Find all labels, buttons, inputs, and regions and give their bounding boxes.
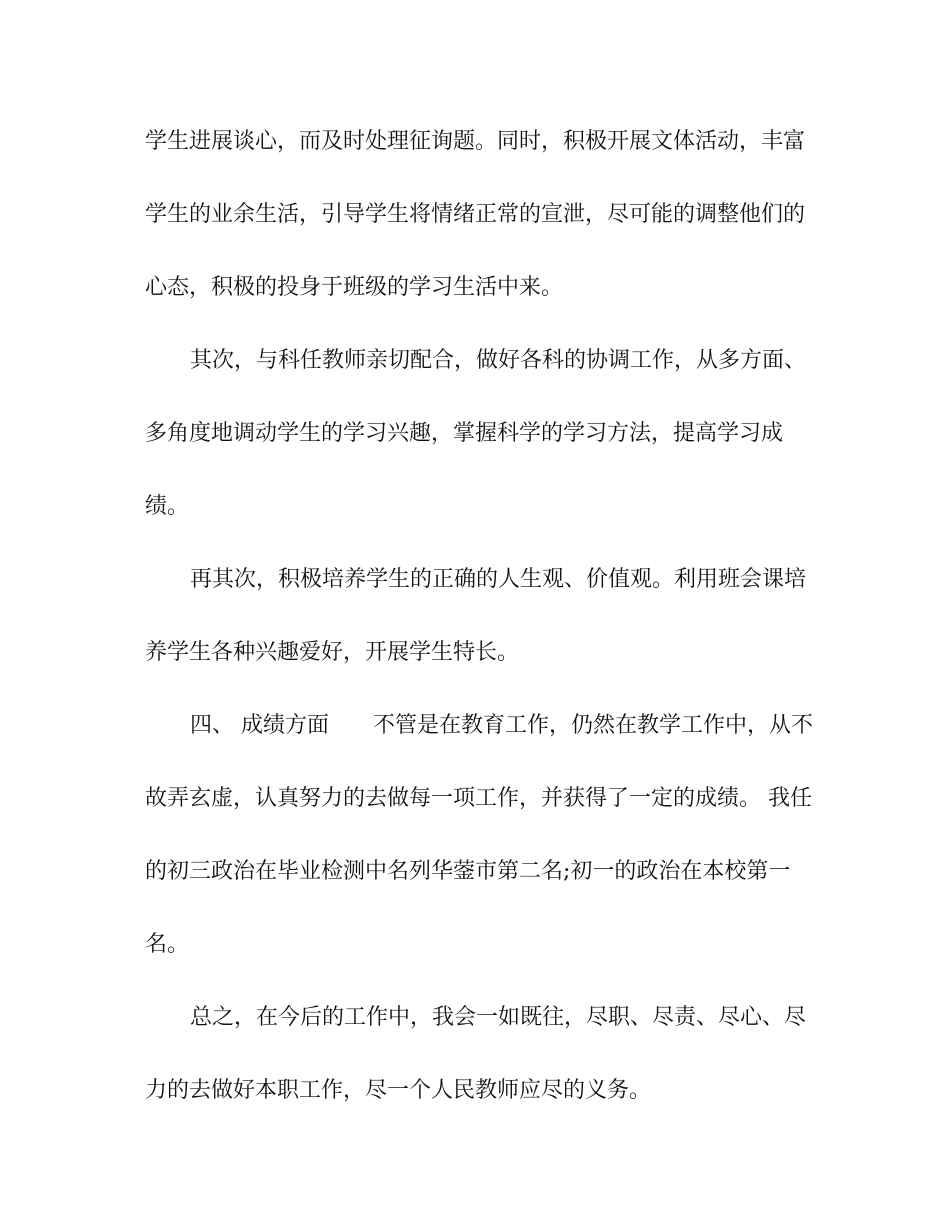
paragraph-line: 的初三政治在毕业检测中名列华蓥市第二名;初一的政治在本校第一 bbox=[145, 859, 791, 884]
paragraph-line: 力的去做好本职工作，尽一个人民教师应尽的义务。 bbox=[145, 1078, 652, 1103]
paragraph-line: 总之，在今后的工作中，我会一如既往，尽职、尽责、尽心、尽 bbox=[190, 1005, 807, 1030]
section-text: 不管是在教育工作，仍然在教学工作中，从不 bbox=[373, 713, 814, 738]
paragraph-line: 其次，与科任教师亲切配合，做好各科的协调工作，从多方面、 bbox=[190, 348, 807, 373]
paragraph-line: 多角度地调动学生的学习兴趣，掌握科学的学习方法，提高学习成 bbox=[145, 421, 784, 446]
paragraph-line: 名。 bbox=[145, 932, 190, 957]
paragraph-line: 学生进展谈心，而及时处理征询题。同时，积极开展文体活动，丰富 bbox=[145, 129, 806, 154]
paragraph-line: 故弄玄虚，认真努力的去做每一项工作，并获得了一定的成绩。 我任 bbox=[145, 786, 812, 811]
section-heading-line bbox=[190, 711, 815, 741]
paragraph-line: 再其次，积极培养学生的正确的人生观、价值观。利用班会课培 bbox=[190, 567, 807, 592]
paragraph-line: 学生的业余生活，引导学生将情绪正常的宣泄，尽可能的调整他们的 bbox=[145, 202, 806, 227]
section-heading: 四、 成绩方面 bbox=[190, 713, 329, 738]
paragraph-line: 绩。 bbox=[145, 494, 190, 519]
paragraph-line: 养学生各种兴趣爱好，开展学生特长。 bbox=[145, 640, 520, 665]
paragraph-line: 心态，积极的投身于班级的学习生活中来。 bbox=[145, 275, 564, 300]
